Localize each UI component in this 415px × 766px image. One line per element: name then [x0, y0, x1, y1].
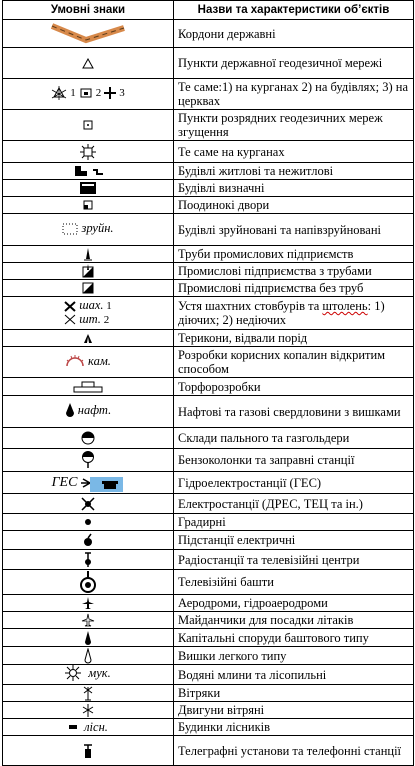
row-description: Промислові підприємства з трубами: [174, 263, 414, 280]
wind-engine-icon: [82, 704, 94, 716]
spellcheck-word: штолень: [322, 299, 368, 313]
tower-structure-icon: [84, 631, 92, 643]
table-row: [3, 685, 414, 702]
geodetic-point-variants-icon: [51, 86, 125, 100]
desc-part: : 1) діючих; 2) недіючих: [178, 299, 385, 327]
factory-with-chimney-icon: [82, 265, 94, 277]
peat-works-icon: [73, 380, 103, 392]
table-row: [3, 214, 414, 246]
densification-point-icon: [83, 119, 93, 131]
row-description: Гідроелектростанції (ГЕС): [174, 472, 414, 494]
row-description: Промислові підприємства без труб: [174, 280, 414, 297]
factory-without-chimney-icon: [82, 282, 94, 294]
table-row: [3, 141, 414, 163]
radio-station-icon: [83, 553, 93, 565]
oil-label: нафт.: [77, 402, 112, 417]
table-row: [3, 665, 414, 685]
adit-number: 2: [103, 314, 110, 326]
row-description: Бензоколонки та заправні станції: [174, 449, 414, 472]
table-row: [3, 246, 414, 263]
row-description: Майданчики для посадки літаків: [174, 612, 414, 629]
table-row: [3, 472, 414, 494]
landing-site-icon: [81, 614, 95, 626]
light-tower-icon: [84, 649, 92, 661]
table-row: [3, 514, 414, 531]
row-description: Капітальні споруди баштового типу: [174, 629, 414, 647]
row-description: Двигуни вітряні: [174, 702, 414, 719]
row-description: Труби промислових підприємств: [174, 246, 414, 263]
row-description: Градирні: [174, 514, 414, 531]
variant-label: 1: [70, 86, 76, 99]
table-row: [3, 263, 414, 280]
state-border-icon: [48, 27, 128, 39]
row-description: Вишки легкого типу: [174, 647, 414, 665]
table-row: [3, 494, 414, 514]
row-description: Електростанції (ДРЕС, ТЕЦ та ін.): [174, 494, 414, 514]
row-description: Телевізійні башти: [174, 570, 414, 595]
row-description: Будівлі зруйновані та напівзруйновані: [174, 214, 414, 246]
notable-building-icon: [80, 182, 96, 194]
gas-station-icon: [81, 454, 95, 466]
water-mill-icon: [65, 665, 111, 681]
row-description: Водяні млини та лісопильні: [174, 665, 414, 685]
forester-house-icon: [68, 720, 108, 735]
table-row: [3, 297, 414, 330]
row-description: Вітряки: [174, 685, 414, 702]
adit-label: шт.: [79, 312, 101, 326]
table-row: [3, 347, 414, 378]
row-description: Те саме:1) на курганах 2) на будівлях; 3) на церквах: [174, 79, 414, 110]
table-row: [3, 531, 414, 550]
oil-well-icon: [65, 402, 111, 418]
geodetic-point-icon: [82, 57, 94, 69]
row-description: Телеграфні установи та телефонні станції: [174, 736, 414, 766]
table-row: [3, 197, 414, 214]
row-description: Те саме на курганах: [174, 141, 414, 163]
row-description: Будівлі визначні: [174, 180, 414, 197]
row-description: Кордони державні: [174, 20, 414, 48]
table-row: [3, 736, 414, 766]
open-pit-icon: [65, 354, 111, 369]
table-row: [3, 163, 414, 180]
table-row: [3, 110, 414, 141]
table-row: [3, 719, 414, 736]
table-row: [3, 629, 414, 647]
row-description: Поодинокі двори: [174, 197, 414, 214]
table-header-row: [3, 1, 414, 20]
table-row: [3, 595, 414, 612]
row-description: [174, 297, 414, 330]
table-row: [3, 48, 414, 79]
airfield-icon: [81, 597, 95, 609]
row-description: Нафтові та газові свердловини з вишками: [174, 396, 414, 428]
forester-label: лісн.: [84, 719, 108, 734]
table-row: [3, 330, 414, 347]
buildings-icon: [71, 165, 105, 177]
row-description: Склади пального та газгольдери: [174, 428, 414, 449]
table-row: [3, 280, 414, 297]
telegraph-icon: [82, 744, 94, 756]
header-symbols: Умовні знаки: [3, 1, 174, 20]
spoil-heap-icon: [83, 332, 93, 344]
table-row: [3, 396, 414, 428]
power-plant-icon: [80, 497, 96, 509]
variant-label: 3: [119, 86, 125, 99]
mill-label: мук.: [88, 665, 111, 680]
substation-icon: [83, 534, 93, 546]
row-description: Розробки корисних копалин відкритим способом: [174, 347, 414, 378]
row-description: Торфорозробки: [174, 378, 414, 396]
shaft-number: 1: [106, 300, 112, 312]
row-description: Терикони, відвали порід: [174, 330, 414, 347]
row-description: Будівлі житлові та нежитлові: [174, 163, 414, 180]
table-row: [3, 20, 414, 48]
table-row: [3, 180, 414, 197]
hydro-plant-icon: [52, 474, 125, 492]
row-description: Аеродроми, гідроаеродроми: [174, 595, 414, 612]
single-yard-icon: [83, 199, 93, 211]
table-row: [3, 378, 414, 396]
table-row: [3, 79, 414, 110]
table-row: [3, 449, 414, 472]
row-description: Будинки лісників: [174, 719, 414, 736]
header-descriptions: Назви та характеристики об’єктів: [174, 1, 414, 20]
table-row: [3, 428, 414, 449]
factory-chimney-icon: [83, 248, 93, 260]
ruined-building-icon: [62, 221, 113, 236]
shaft-label: шах.: [79, 298, 104, 312]
cooling-tower-icon: [84, 516, 92, 528]
row-description: Підстанції електричні: [174, 531, 414, 550]
table-row: [3, 612, 414, 629]
tv-tower-icon: [79, 576, 97, 588]
fuel-storage-icon: [81, 432, 95, 444]
row-description: Пункти розрядних геодезичних мереж згущення: [174, 110, 414, 141]
variant-label: 2: [95, 86, 102, 99]
row-description: Радіостанції та телевізійні центри: [174, 550, 414, 570]
legend-table: [2, 0, 414, 766]
table-row: [3, 647, 414, 665]
quarry-label: кам.: [88, 353, 111, 368]
ruined-label: зруйн.: [81, 221, 114, 236]
mound-point-icon: [80, 145, 96, 157]
hydro-label: ГЕС: [51, 474, 78, 490]
table-row: [3, 702, 414, 719]
mine-shaft-icon: [64, 299, 112, 327]
table-row: [3, 550, 414, 570]
row-description: Пункти державної геодезичної мережі: [174, 48, 414, 79]
desc-part: Устя шахтних стовбурів та: [178, 299, 323, 313]
windmill-icon: [82, 687, 94, 699]
table-row: [3, 570, 414, 595]
